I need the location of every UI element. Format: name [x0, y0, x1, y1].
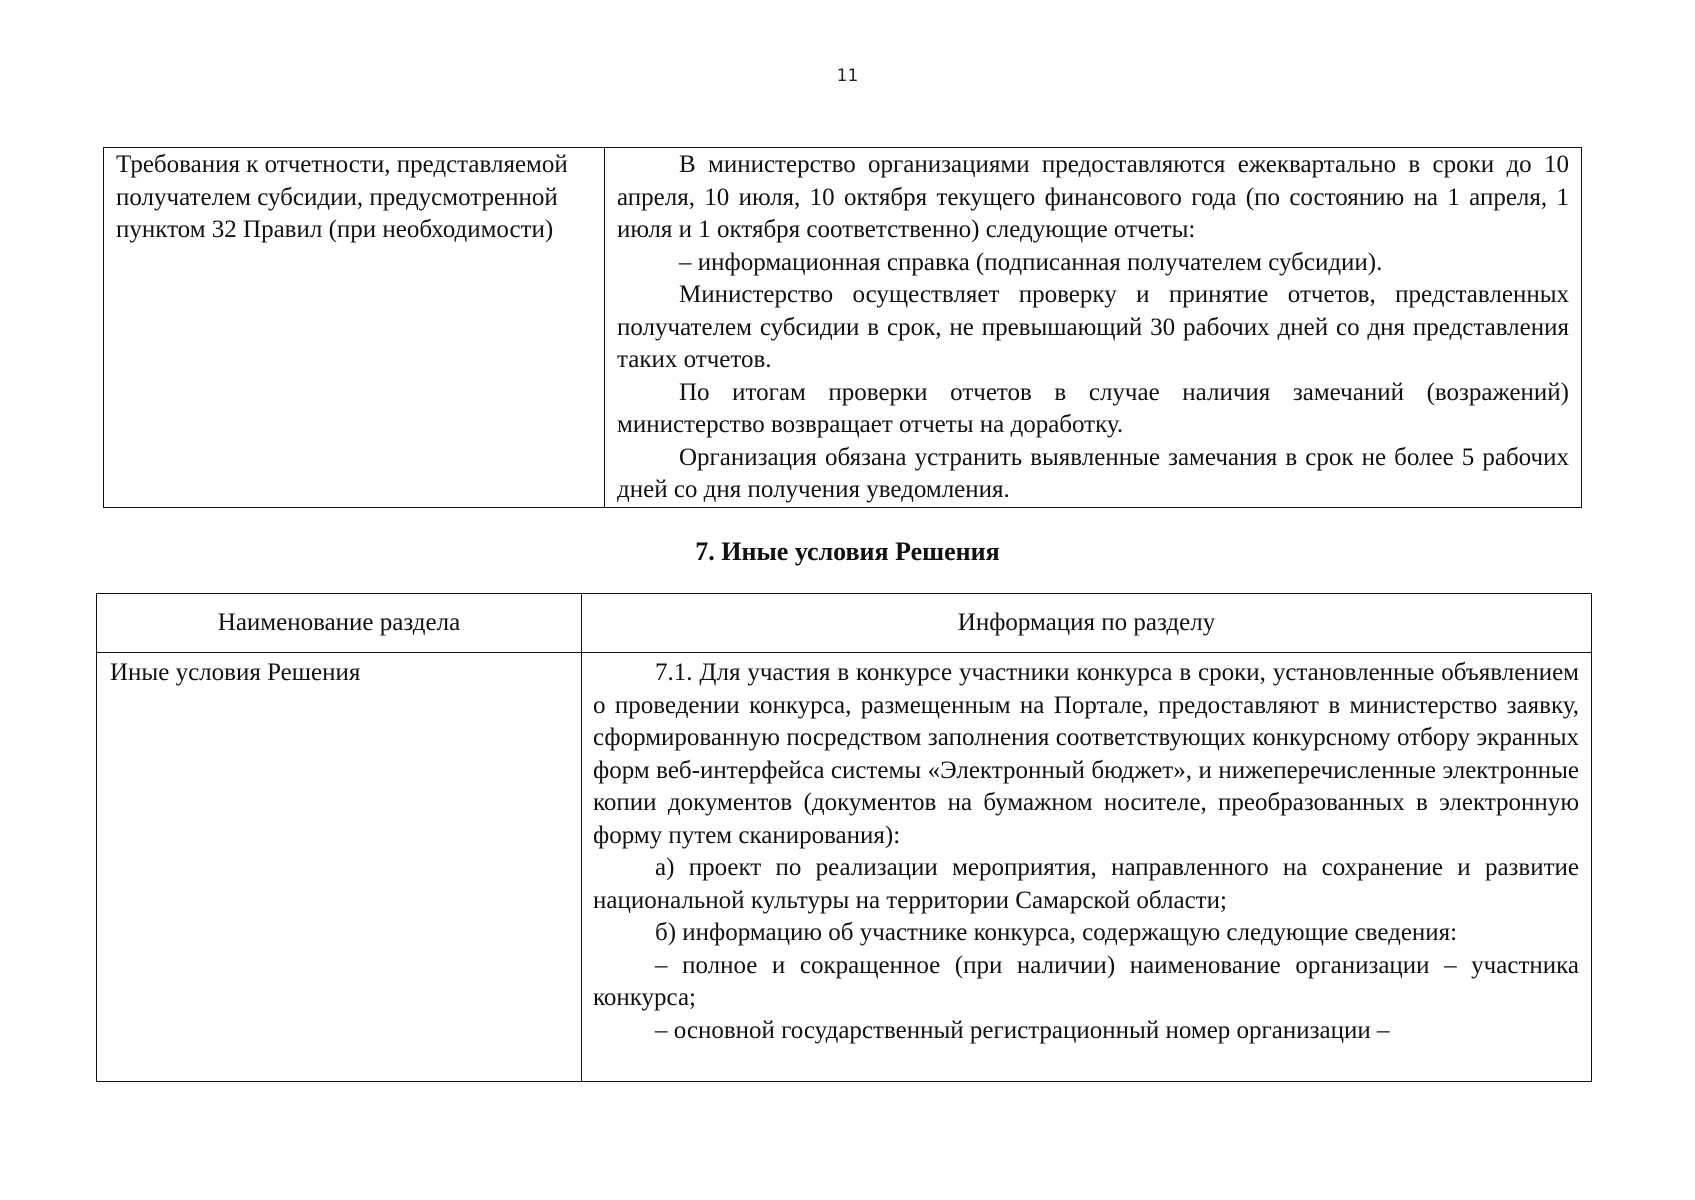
reporting-paragraph: Организация обязана устранить выявленные замечания в срок не более 5 рабочих дней со дня получения уведомления.: [617, 443, 1569, 503]
table-header-row: [97, 594, 1592, 653]
reporting-paragraph: – информационная справка (подписанная получателем субсидии).: [679, 248, 1383, 276]
page-number: 11: [836, 66, 859, 86]
reporting-paragraph: По итогам проверки отчетов в случае наличия замечаний (возражений) министерство возвращает отчеты на доработку.: [617, 378, 1569, 438]
info-paragraph: б) информацию об участнике конкурса, содержащую следующие сведения:: [655, 919, 1458, 946]
reporting-paragraph: Министерство осуществляет проверку и принятие отчетов, представленных получателем субсидии в срок, не превышающий 30 рабочих дней со дня представления таких отчетов.: [617, 281, 1569, 373]
info-paragraph: а) проект по реализации мероприятия, направленного на сохранение и развитие национальной культуры на территории Самарской области;: [593, 854, 1579, 914]
info-paragraph: 7.1. Для участия в конкурсе участники конкурса в сроки, установленные объявлением о проведении конкурса, размещенным на Портале, предоставляют в министерство заявку, сформированную посредством заполнения соответствующих конкурсному отбору экранных форм веб-интерфейса системы «Электронный бюджет», и нижеперечисленные электронные копии документов (документов на бумажном носителе, преобразованных в электронную форму путем сканирования):: [593, 659, 1579, 849]
header-section-name: Наименование раздела: [97, 594, 582, 653]
info-paragraph: – полное и сокращенное (при наличии) наименование организации – участника конкурса;: [593, 951, 1579, 1011]
reporting-label-cell: [104, 148, 605, 508]
table-row: [97, 653, 1592, 1082]
row-label-cell: [97, 653, 582, 1082]
row-info-content: [593, 657, 1579, 1081]
row-info-cell: [582, 653, 1592, 1082]
reporting-info-cell: [605, 148, 1582, 508]
reporting-label: Требования к отчетности, представляемой получателем субсидии, предусмотренной пунктом 32 Правил (при необходимости): [116, 151, 568, 243]
section-title: 7. Иные условия Решения: [695, 537, 1000, 566]
table-row: [104, 148, 1582, 508]
other-conditions-table: [96, 593, 1592, 1082]
header-section-info: Информация по разделу: [582, 594, 1592, 653]
reporting-paragraph: В министерство организациями предоставляются ежеквартально в сроки до 10 апреля, 10 июля, 10 октября текущего финансового года (по состоянию на 1 апреля, 1 июля и 1 октября соответственно) следующие отчеты:: [617, 151, 1569, 243]
info-paragraph: – основной государственный регистрационный номер организации –: [655, 1016, 1390, 1044]
reporting-requirements-table: [103, 147, 1582, 508]
row-label: Иные условия Решения: [110, 659, 361, 686]
